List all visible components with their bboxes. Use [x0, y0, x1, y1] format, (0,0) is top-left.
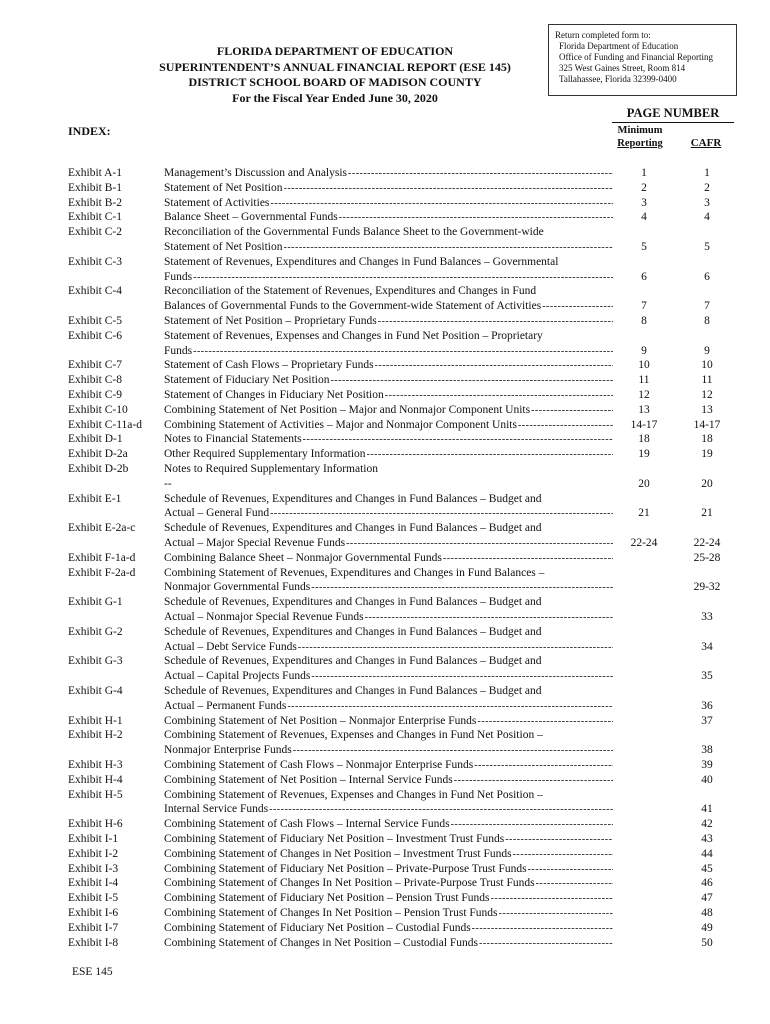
minimum-reporting-page: 8	[641, 315, 647, 327]
cafr-page: 45	[701, 862, 713, 875]
exhibit-label: Exhibit C-7	[68, 359, 122, 372]
description-line: Statement of Activities	[164, 196, 270, 209]
exhibit-description	[164, 906, 613, 921]
exhibit-description	[164, 847, 613, 862]
cafr-page: 25-28	[693, 551, 721, 564]
exhibit-label: Exhibit C-5	[68, 315, 122, 327]
return-line: Tallahassee, Florida 32399-0400	[559, 74, 677, 84]
cafr-page: 10	[701, 359, 713, 372]
exhibit-description	[164, 181, 613, 196]
description-line: Combining Statement of Fiduciary Net Position – Custodial Funds	[164, 921, 471, 934]
exhibit-label: Exhibit D-2b	[68, 463, 129, 475]
exhibit-label: Exhibit C-10	[68, 403, 128, 416]
description-line: Other Required Supplementary Information	[164, 448, 366, 461]
description-line: Notes to Required Supplementary Information	[164, 463, 378, 475]
cafr-page: 8	[704, 315, 710, 327]
cafr-page: 39	[701, 759, 713, 771]
dot-leader	[536, 877, 613, 892]
cafr-column-header: CAFR	[690, 137, 722, 149]
cafr-page: 3	[704, 196, 710, 209]
exhibit-label: Exhibit G-3	[68, 655, 123, 668]
exhibit-label: Exhibit C-1	[68, 211, 122, 224]
exhibit-label: Exhibit C-6	[68, 329, 122, 342]
return-line: Return completed form to:	[555, 30, 651, 40]
exhibit-label: Exhibit C-3	[68, 255, 122, 268]
minimum-reporting-page: 9	[641, 344, 647, 357]
header-line-agency: FLORIDA DEPARTMENT OF EDUCATION	[216, 44, 454, 58]
dot-leader	[346, 537, 613, 552]
description-line: Management’s Discussion and Analysis	[164, 167, 348, 179]
exhibit-description	[164, 196, 613, 211]
description-line: Schedule of Revenues, Expenditures and Changes in Fund Balances – Budget and	[164, 685, 542, 697]
exhibit-description	[164, 255, 613, 285]
exhibit-description	[164, 284, 613, 314]
description-line: Schedule of Revenues, Expenditures and Changes in Fund Balances – Budget and	[164, 596, 542, 609]
cafr-page: 5	[704, 241, 710, 253]
exhibit-label: Exhibit H-5	[68, 788, 123, 801]
dot-leader	[287, 700, 613, 715]
exhibit-description	[164, 447, 613, 462]
cafr-page: 13	[701, 403, 713, 416]
description-line: Combining Statement of Net Position – Nonmajor Enterprise Funds	[164, 714, 477, 727]
exhibit-label: Exhibit C-9	[68, 389, 122, 401]
cafr-page: 19	[701, 448, 713, 461]
description-line: Combining Statement of Changes In Net Position – Pension Trust Funds	[164, 907, 498, 919]
cafr-page: 4	[704, 211, 710, 224]
cafr-page: 38	[701, 744, 713, 757]
description-line: Balance Sheet – Governmental Funds	[164, 211, 338, 224]
cafr-page: 36	[701, 699, 713, 712]
cafr-page: 46	[701, 877, 713, 890]
cafr-page: 22-24	[693, 537, 721, 549]
exhibit-label: Exhibit F-1a-d	[68, 551, 136, 564]
cafr-page: 37	[701, 714, 713, 727]
cafr-page: 49	[701, 921, 713, 934]
description-line: Combining Statement of Cash Flows – Internal Service Funds	[164, 818, 450, 831]
minimum-reporting-column-header	[608, 124, 672, 150]
cafr-page: 50	[701, 936, 713, 949]
minimum-reporting-page: 1	[641, 167, 647, 179]
dot-leader	[311, 670, 613, 685]
description-line: Combining Statement of Fiduciary Net Position – Private-Purpose Trust Funds	[164, 862, 527, 875]
exhibit-description	[164, 936, 613, 951]
exhibit-label: Exhibit I-8	[68, 936, 119, 949]
description-line: Combining Statement of Changes in Net Position – Custodial Funds	[164, 936, 479, 949]
dot-leader	[542, 300, 613, 315]
description-line: Schedule of Revenues, Expenditures and Changes in Fund Balances – Budget and	[164, 625, 542, 638]
cafr-page: 44	[701, 847, 713, 860]
header-line-district: DISTRICT SCHOOL BOARD OF MADISON COUNTY	[188, 75, 482, 89]
exhibit-label: Exhibit I-3	[68, 862, 119, 875]
exhibit-label: Exhibit C-2	[68, 226, 122, 239]
description-line: Combining Statement of Cash Flows – Nonmajor Enterprise Funds	[164, 759, 474, 771]
reporting-label: Reporting	[617, 138, 663, 149]
cafr-page: 18	[701, 433, 713, 446]
description-line: Actual – Major Special Revenue Funds	[164, 536, 346, 549]
exhibit-description	[164, 225, 613, 255]
exhibit-description	[164, 654, 613, 684]
exhibit-label: Exhibit C-8	[68, 374, 122, 387]
page-number-heading: PAGE NUMBER	[612, 106, 734, 123]
minimum-reporting-page: 7	[641, 300, 647, 313]
exhibit-label: Exhibit H-3	[68, 759, 123, 771]
cafr-page: 48	[701, 907, 713, 919]
exhibit-label: Exhibit G-1	[68, 596, 123, 609]
dot-leader	[454, 774, 613, 789]
cafr-page: 12	[701, 389, 713, 401]
exhibit-label: Exhibit G-4	[68, 685, 123, 697]
exhibit-description	[164, 862, 613, 877]
dot-leader	[269, 803, 613, 818]
dot-leader	[505, 833, 613, 848]
return-line: Office of Funding and Financial Reporting	[559, 52, 714, 62]
minimum-reporting-page: 12	[638, 389, 650, 401]
exhibit-description	[164, 432, 613, 447]
description-line: Statement of Revenues, Expenditures and Changes in Fund Balances – Governmental	[164, 255, 559, 268]
cafr-page: 20	[701, 477, 713, 490]
cafr-page: 34	[701, 640, 713, 653]
description-line: Balances of Governmental Funds to the Government-wide Statement of Activities	[164, 300, 542, 313]
dot-leader	[311, 581, 613, 596]
dot-leader	[451, 818, 613, 833]
exhibit-label: Exhibit I-5	[68, 892, 119, 905]
dot-leader	[193, 271, 613, 286]
exhibit-description	[164, 388, 613, 403]
exhibit-label: Exhibit I-4	[68, 877, 119, 890]
exhibit-description	[164, 314, 613, 329]
description-line: Statement of Changes in Fiduciary Net Position	[164, 389, 384, 401]
description-line: Combining Statement of Activities – Major and Nonmajor Component Units	[164, 418, 517, 431]
exhibit-description	[164, 728, 613, 758]
exhibit-label: Exhibit H-4	[68, 773, 123, 786]
cafr-page: 43	[701, 833, 713, 845]
exhibit-label: Exhibit B-2	[68, 196, 122, 209]
exhibit-label: Exhibit H-6	[68, 818, 123, 831]
description-line: Combining Statement of Revenues, Expenditures and Changes in Fund Balances –	[164, 566, 545, 579]
return-line: 325 West Gaines Street, Room 814	[559, 63, 686, 73]
minimum-reporting-page: 21	[638, 507, 650, 520]
exhibit-description	[164, 921, 613, 936]
exhibit-label: Exhibit G-2	[68, 625, 123, 638]
header-line-report: SUPERINTENDENT’S ANNUAL FINANCIAL REPORT (ESE 145)	[159, 59, 511, 74]
dot-leader	[284, 182, 613, 197]
description-line: Statement of Net Position	[164, 181, 283, 194]
cafr-page: 40	[701, 773, 713, 786]
dot-leader	[284, 241, 613, 256]
dot-leader	[330, 374, 613, 389]
dot-leader	[443, 552, 613, 567]
description-line: Statement of Fiduciary Net Position	[164, 374, 330, 387]
description-line: Combining Statement of Changes in Net Position – Investment Trust Funds	[164, 847, 512, 860]
exhibit-description	[164, 714, 613, 729]
exhibit-description	[164, 788, 613, 818]
cafr-page: 47	[701, 892, 713, 905]
exhibit-description	[164, 758, 613, 773]
exhibit-label: Exhibit C-4	[68, 285, 122, 298]
description-line: Nonmajor Enterprise Funds	[164, 744, 292, 757]
report-header	[130, 44, 540, 106]
dot-leader	[339, 211, 613, 226]
description-line: Actual – Capital Projects Funds	[164, 670, 311, 683]
description-line: Funds	[164, 270, 193, 283]
exhibit-label: Exhibit D-2a	[68, 448, 128, 461]
description-line: Schedule of Revenues, Expenditures and Changes in Fund Balances – Budget and	[164, 492, 542, 505]
description-line: Combining Statement of Fiduciary Net Position – Pension Trust Funds	[164, 892, 490, 905]
exhibit-description	[164, 210, 613, 225]
dot-leader	[479, 937, 613, 952]
dot-leader	[365, 611, 613, 626]
exhibit-label: Exhibit E-2a-c	[68, 522, 136, 535]
exhibit-label: Exhibit H-2	[68, 729, 123, 742]
header-line-fiscal-year: For the Fiscal Year Ended June 30, 2020	[232, 90, 438, 105]
index-heading: INDEX:	[68, 124, 111, 138]
minimum-reporting-page: 11	[638, 374, 650, 387]
description-line: --	[164, 477, 172, 490]
dot-leader	[477, 715, 613, 730]
dot-leader	[472, 922, 613, 937]
minimum-reporting-page: 4	[641, 211, 647, 224]
cafr-page: 41	[701, 803, 713, 816]
exhibit-description	[164, 462, 613, 492]
dot-leader	[298, 641, 613, 656]
return-address-box	[548, 24, 737, 96]
minimum-reporting-page: 10	[638, 359, 650, 372]
minimum-reporting-page: 13	[638, 403, 650, 416]
exhibit-description	[164, 166, 613, 181]
exhibit-label: Exhibit I-7	[68, 921, 119, 934]
exhibit-description	[164, 358, 613, 373]
minimum-reporting-page: 22-24	[630, 537, 658, 549]
cafr-page: 33	[701, 611, 713, 623]
cafr-page: 35	[701, 670, 713, 683]
description-line: Actual – Debt Service Funds	[164, 640, 297, 653]
dot-leader	[518, 419, 613, 434]
minimum-reporting-page: 20	[638, 477, 650, 490]
dot-leader	[375, 359, 613, 374]
exhibit-description	[164, 566, 613, 596]
exhibit-description	[164, 595, 613, 625]
exhibit-description	[164, 817, 613, 832]
dot-leader	[513, 848, 613, 863]
minimum-reporting-page: 19	[638, 448, 650, 461]
dot-leader	[378, 315, 613, 330]
description-line: Funds	[164, 344, 193, 357]
exhibit-description	[164, 403, 613, 418]
cafr-page: 11	[701, 374, 713, 387]
dot-leader	[367, 448, 613, 463]
dot-leader	[474, 759, 613, 774]
exhibit-label: Exhibit I-1	[68, 833, 119, 845]
minimum-reporting-page: 18	[638, 433, 650, 446]
cafr-page: 7	[704, 300, 710, 313]
description-line: Nonmajor Governmental Funds	[164, 581, 311, 594]
exhibit-description	[164, 832, 613, 847]
exhibit-label: Exhibit B-1	[68, 181, 122, 194]
exhibit-description	[164, 876, 613, 891]
cafr-page: 1	[704, 167, 710, 179]
cafr-page: 2	[704, 181, 710, 194]
description-line: Schedule of Revenues, Expenditures and Changes in Fund Balances – Budget and	[164, 522, 542, 535]
description-line: Actual – Nonmajor Special Revenue Funds	[164, 610, 364, 623]
minimum-label: Minimum	[617, 125, 663, 136]
description-line: Notes to Financial Statements	[164, 433, 302, 446]
description-line: Actual – Permanent Funds	[164, 699, 287, 712]
exhibit-description	[164, 891, 613, 906]
exhibit-description	[164, 492, 613, 522]
exhibit-label: Exhibit H-1	[68, 714, 123, 727]
dot-leader	[348, 167, 613, 182]
exhibit-description	[164, 329, 613, 359]
exhibit-description	[164, 521, 613, 551]
dot-leader	[531, 404, 613, 419]
exhibit-description	[164, 418, 613, 433]
dot-leader	[270, 197, 613, 212]
cafr-page: 42	[701, 818, 713, 831]
description-line: Internal Service Funds	[164, 803, 269, 816]
exhibit-label: Exhibit F-2a-d	[68, 566, 136, 579]
description-line: Combining Statement of Changes In Net Position – Private-Purpose Trust Funds	[164, 877, 535, 890]
form-number-footer: ESE 145	[72, 966, 113, 978]
dot-leader	[293, 744, 613, 759]
exhibit-description	[164, 373, 613, 388]
description-line: Actual – General Fund	[164, 507, 270, 520]
dot-leader	[303, 433, 613, 448]
description-line: Combining Statement of Revenues, Expenses and Changes in Fund Net Position –	[164, 729, 543, 742]
description-line: Combining Statement of Revenues, Expenses and Changes in Fund Net Position –	[164, 788, 543, 801]
description-line: Combining Statement of Net Position – Major and Nonmajor Component Units	[164, 403, 531, 416]
exhibit-label: Exhibit C-11a-d	[68, 418, 142, 431]
dot-leader	[528, 863, 613, 878]
description-line: Reconciliation of the Governmental Funds Balance Sheet to the Government-wide	[164, 226, 544, 239]
minimum-reporting-page: 3	[641, 196, 647, 209]
description-line: Statement of Net Position – Proprietary Funds	[164, 315, 377, 327]
minimum-reporting-page: 5	[641, 241, 647, 253]
exhibit-label: Exhibit I-6	[68, 907, 119, 919]
dot-leader	[385, 389, 613, 404]
dot-leader	[491, 892, 613, 907]
cafr-page: 14-17	[693, 418, 721, 431]
dot-leader	[499, 907, 613, 922]
exhibit-description	[164, 551, 613, 566]
cafr-page: 9	[704, 344, 710, 357]
description-line: Reconciliation of the Statement of Revenues, Expenditures and Changes in Fund	[164, 285, 537, 298]
exhibit-description	[164, 684, 613, 714]
exhibit-label: Exhibit D-1	[68, 433, 123, 446]
description-line: Statement of Cash Flows – Proprietary Funds	[164, 359, 374, 372]
minimum-reporting-page: 14-17	[630, 418, 658, 431]
description-line: Combining Statement of Fiduciary Net Position – Investment Trust Funds	[164, 833, 505, 845]
cafr-page: 21	[701, 507, 713, 520]
description-line: Combining Balance Sheet – Nonmajor Governmental Funds	[164, 551, 442, 564]
minimum-reporting-page: 2	[641, 181, 647, 194]
return-line: Florida Department of Education	[559, 41, 679, 51]
cafr-page: 6	[704, 270, 710, 283]
exhibit-description	[164, 625, 613, 655]
minimum-reporting-page: 6	[641, 270, 647, 283]
dot-leader	[270, 507, 613, 522]
description-line: Schedule of Revenues, Expenditures and Changes in Fund Balances – Budget and	[164, 655, 542, 668]
exhibit-label: Exhibit A-1	[68, 167, 122, 179]
exhibit-description	[164, 773, 613, 788]
exhibit-label: Exhibit E-1	[68, 492, 122, 505]
description-line: Statement of Net Position	[164, 240, 283, 253]
exhibit-label: Exhibit I-2	[68, 847, 119, 860]
cafr-page: 29-32	[693, 581, 721, 594]
description-line: Statement of Revenues, Expenses and Changes in Fund Net Position – Proprietary	[164, 329, 543, 342]
description-line: Combining Statement of Net Position – Internal Service Funds	[164, 773, 453, 786]
dot-leader	[193, 345, 613, 360]
